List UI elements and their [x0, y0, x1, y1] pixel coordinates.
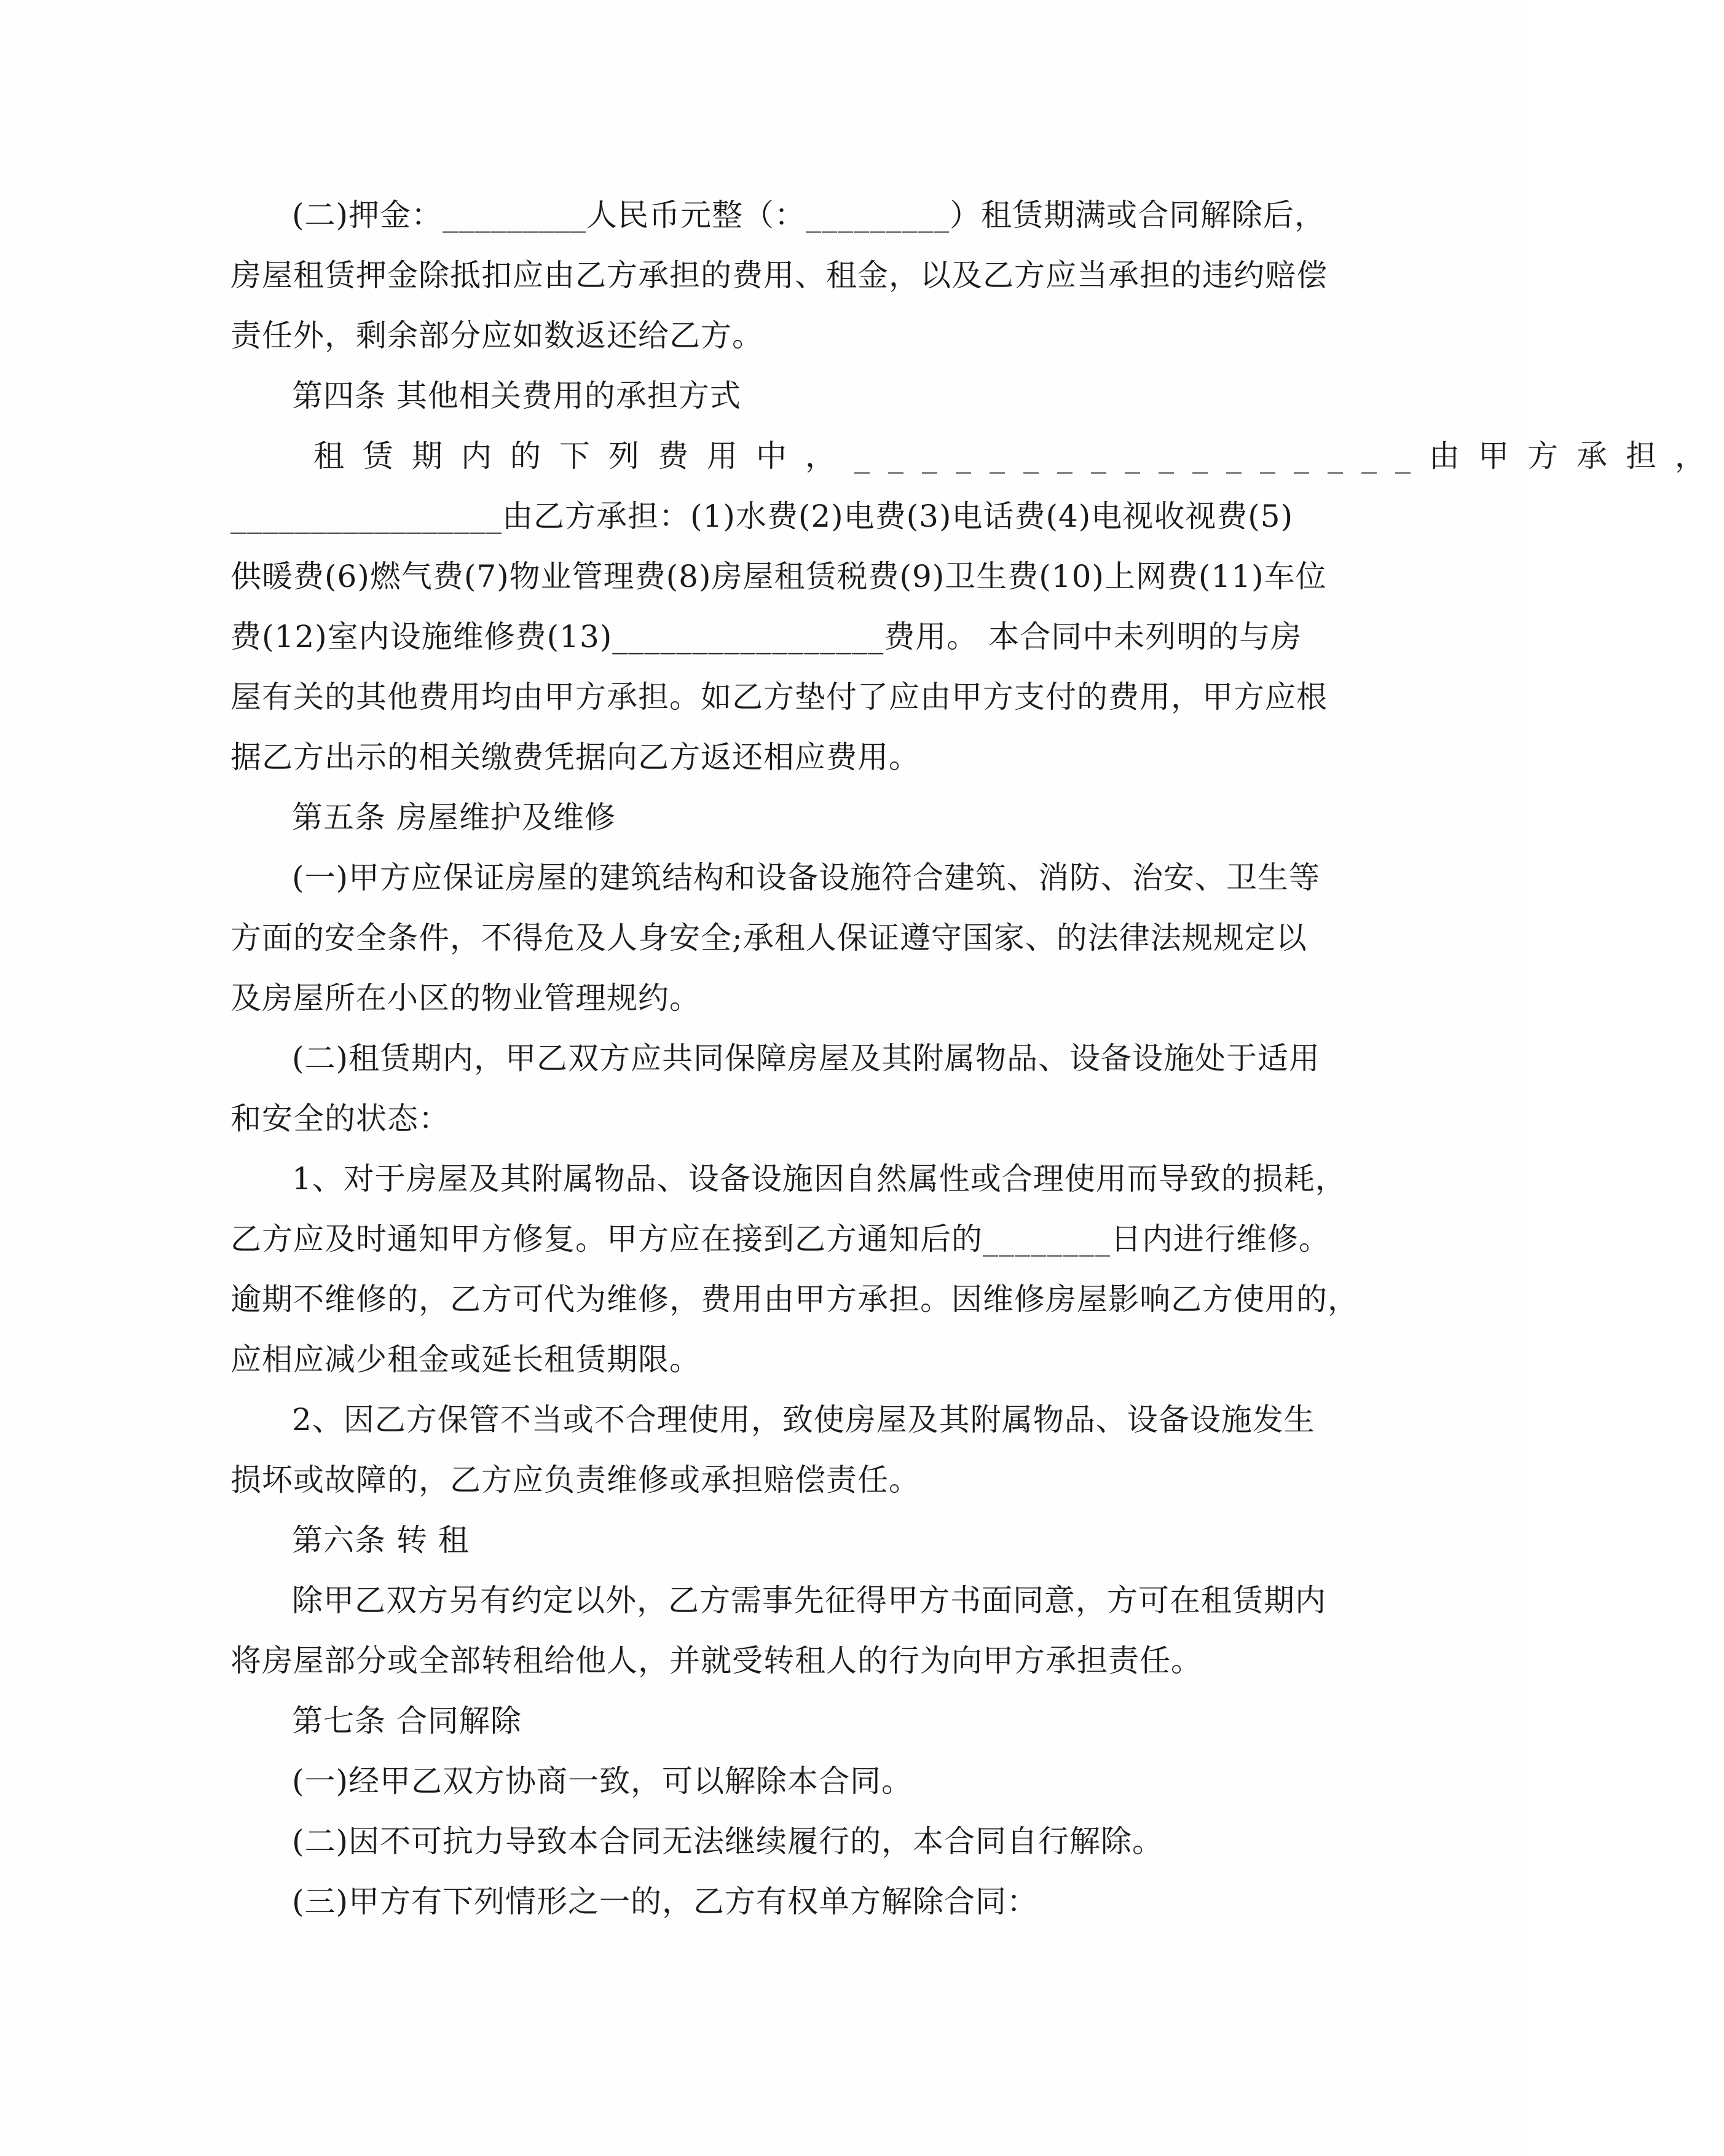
article-5-line: 和安全的状态： — [230, 1101, 450, 1136]
article-6-heading: 第六条 转 租 — [292, 1522, 470, 1558]
article-5-line: (二)租赁期内，甲乙双方应共同保障房屋及其附属物品、设备设施处于适用 — [292, 1041, 1321, 1076]
article-4-line: _________________由乙方承担：(1)水费(2)电费(3)电话费(4)电视收视费(5) — [230, 498, 1294, 534]
article-5-line: 2、因乙方保管不当或不合理使用，致使房屋及其附属物品、设备设施发生 — [292, 1402, 1315, 1438]
article-6-line: 除甲乙双方另有约定以外，乙方需事先征得甲方书面同意，方可在租赁期内 — [292, 1583, 1326, 1618]
article-7-heading: 第七条 合同解除 — [292, 1703, 522, 1739]
article-7-line: (二)因不可抗力导致本合同无法继续履行的，本合同自行解除。 — [292, 1824, 1164, 1859]
article-7-line: (一)经甲乙双方协商一致，可以解除本合同。 — [292, 1763, 913, 1799]
article-5-line: (一)甲方应保证房屋的建筑结构和设备设施符合建筑、消防、治安、卫生等 — [292, 860, 1321, 895]
article-5-line: 逾期不维修的，乙方可代为维修，费用由甲方承担。因维修房屋影响乙方使用的， — [230, 1281, 1359, 1317]
article-4-heading: 第四条 其他相关费用的承担方式 — [292, 378, 741, 414]
article-5-line: 方面的安全条件，不得危及人身安全;承租人保证遵守国家、的法律法规规定以 — [230, 920, 1307, 956]
article-5-heading: 第五条 房屋维护及维修 — [292, 800, 616, 835]
article-5-line: 乙方应及时通知甲方修复。甲方应在接到乙方通知后的________日内进行维修。 — [230, 1221, 1330, 1257]
deposit-clause-line: 房屋租赁押金除抵扣应由乙方承担的费用、租金，以及乙方应当承担的违约赔偿 — [230, 258, 1328, 293]
deposit-clause-line: (二)押金：_________人民币元整（：_________）租赁期满或合同解除后， — [292, 197, 1326, 233]
article-4-line: 租赁期内的下列费用中，_________________由甲方承担， — [313, 438, 1724, 474]
article-5-line: 应相应减少租金或延长租赁期限。 — [230, 1342, 701, 1377]
article-6-line: 将房屋部分或全部转租给他人，并就受转租人的行为向甲方承担责任。 — [230, 1643, 1202, 1678]
article-5-line: 损坏或故障的，乙方应负责维修或承担赔偿责任。 — [230, 1462, 920, 1498]
article-5-line: 及房屋所在小区的物业管理规约。 — [230, 980, 701, 1016]
article-4-line: 费(12)室内设施维修费(13)_________________费用。 本合同中未列明的与房 — [230, 619, 1302, 655]
article-4-line: 供暖费(6)燃气费(7)物业管理费(8)房屋租赁税费(9)卫生费(10)上网费(11)车位 — [230, 559, 1327, 594]
article-4-line: 据乙方出示的相关缴费凭据向乙方返还相应费用。 — [230, 739, 920, 775]
article-4-line: 屋有关的其他费用均由甲方承担。如乙方垫付了应由甲方支付的费用，甲方应根 — [230, 679, 1328, 715]
deposit-clause-line: 责任外，剩余部分应如数返还给乙方。 — [230, 318, 763, 353]
article-7-line: (三)甲方有下列情形之一的，乙方有权单方解除合同： — [292, 1884, 1039, 1919]
article-5-line: 1、对于房屋及其附属物品、设备设施因自然属性或合理使用而导致的损耗， — [292, 1161, 1347, 1197]
